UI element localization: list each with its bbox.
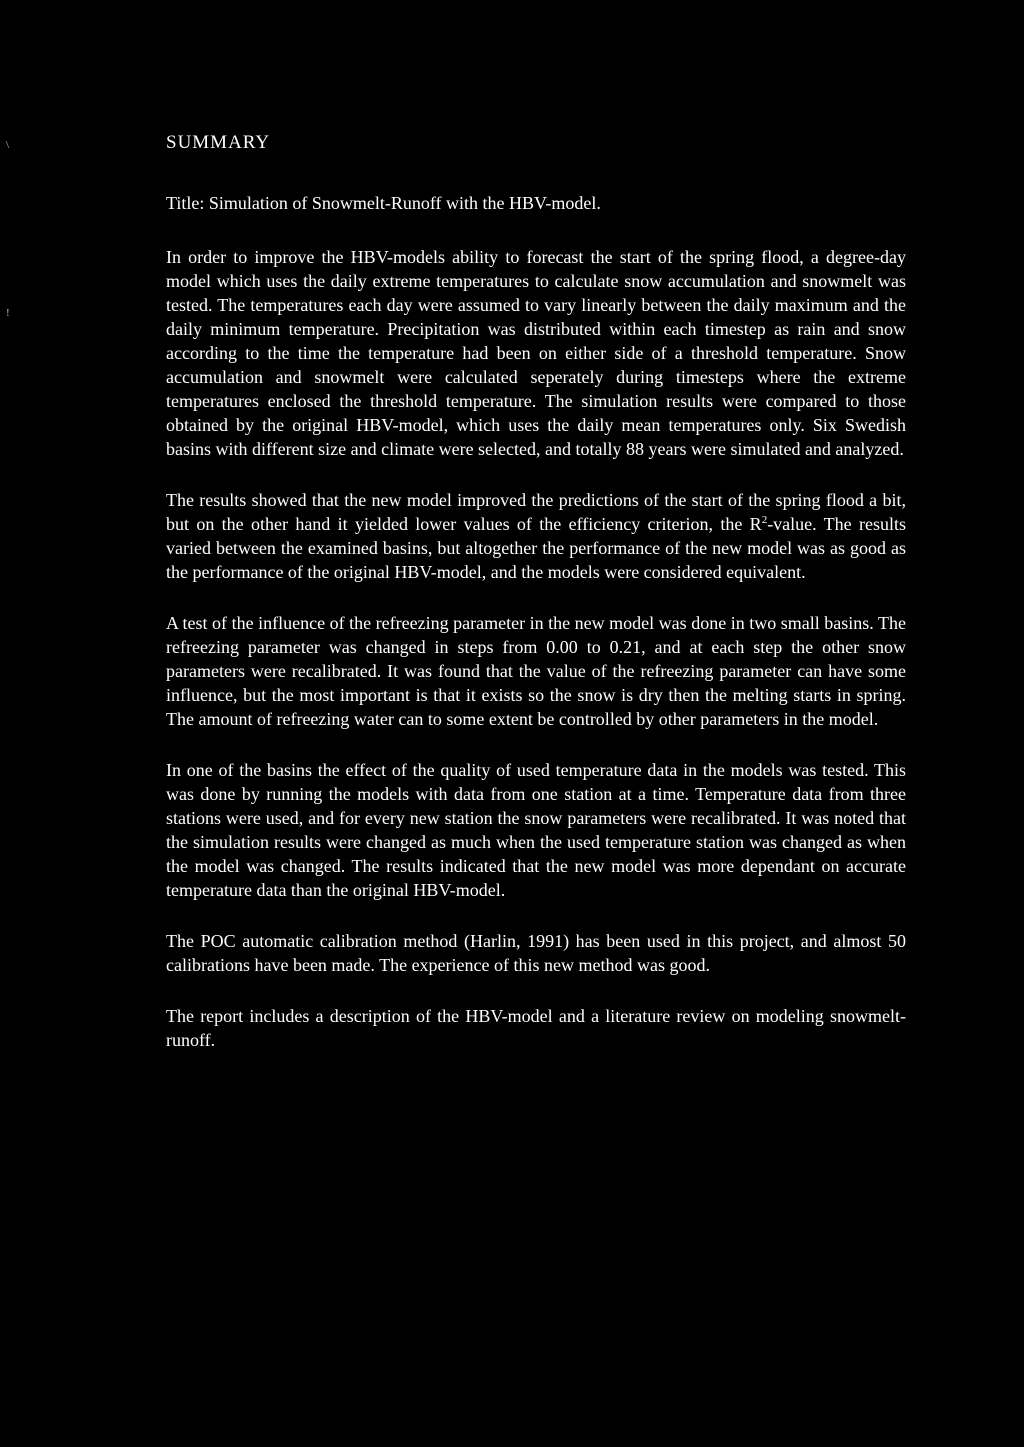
paragraph-report-contents: The report includes a description of the HBV-model and a literature review on modeling snowmelt-runoff. — [166, 1006, 906, 1050]
margin-mark-backslash: \ — [6, 139, 10, 151]
paragraph-temperature-data: In one of the basins the effect of the quality of used temperature data in the models was tested. This was done by running the models with data from one station at a time. Temperature data from three stations were used, and for every new station the snow parameters were recalibrated. It was noted that the simulation results were changed as much when the used temperature station was changed as when the model was changed. The results indicated that the new model was more dependant on accurate temperature data than the original HBV-model. — [166, 760, 906, 900]
paragraph-refreezing: A test of the influence of the refreezing parameter in the new model was done in two small basins. The refreezing parameter was changed in steps from 0.00 to 0.21, and at each step the other snow parameters were recalibrated. It was found that the value of the refreezing parameter can have some influence, but the most important is that it exists so the snow is dry then the melting starts in spring. The amount of refreezing water can to some extent be controlled by other parameters in the model. — [166, 613, 906, 729]
summary-section — [166, 128, 906, 1052]
paragraph-calibration: The POC automatic calibration method (Harlin, 1991) has been used in this project, and almost 50 calibrations have been made. The experience of this new method was good. — [166, 931, 906, 975]
results-text-after: -value. The results varied between the examined basins, but altogether the performance of the new model was as good as the performance of the original HBV-model, and the models were considered equivalent. — [166, 514, 906, 582]
paragraph-method: In order to improve the HBV-models ability to forecast the start of the spring flood, a degree-day model which uses the daily extreme temperatures to calculate snow accumulation and snowmelt was tested. The temperatures each day were assumed to vary linearly between the daily maximum and the daily minimum temperature. Precipitation was distributed within each timestep as rain and snow according to the time the temperature had been on either side of a threshold temperature. Snow accumulation and snowmelt were calculated seperately during timesteps where the extreme temperatures enclosed the threshold temperature. The simulation results were compared to those obtained by the original HBV-model, which uses the daily mean temperatures only. Six Swedish basins with different size and climate were selected, and totally 88 years were simulated and analyzed. — [166, 247, 906, 459]
superscript-two: 2 — [761, 514, 768, 526]
section-heading: SUMMARY — [166, 132, 271, 153]
paragraph-results — [166, 488, 906, 584]
report-title: Title: Simulation of Snowmelt-Runoff with the HBV-model. — [166, 193, 601, 213]
margin-mark-exclamation: ! — [6, 307, 10, 319]
results-text-before: The results showed that the new model improved the predictions of the start of the spring flood a bit, but on the other hand it yielded lower values of the efficiency criterion, the R — [166, 490, 906, 534]
